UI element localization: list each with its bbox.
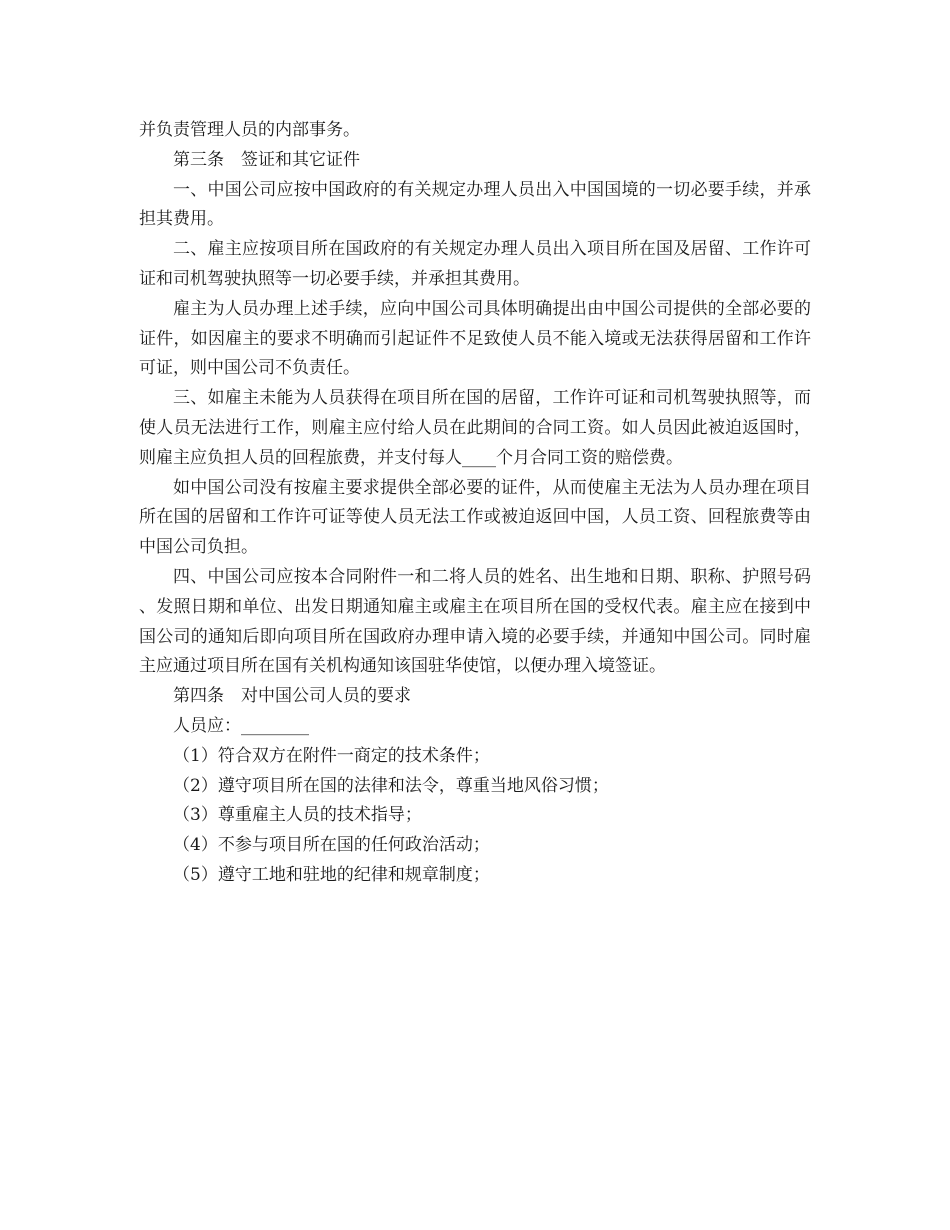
list-item-2: （2）遵守项目所在国的法律和法令，尊重当地风俗习惯； [173,775,609,796]
paragraph-8: 四、中国公司应按本合同附件一和二将人员的姓名、出生地和日期、职称、护照号码、发照日期和单位、出发日期通知雇主或雇主在项目所在国的受权代表。雇主应在接到中国公司的通知后即向项目所在国政府办理申请入境的必要手续，并通知中国公司。同时雇主应通过项目所在国有关机构通知该国驻华使馆，以便办理入境签证。 [139,566,811,677]
paragraph-5: 雇主为人员办理上述手续，应向中国公司具体明确提出由中国公司提供的全部必要的证件，如因雇主的要求不明确而引起证件不足致使人员不能入境或无法获得居留和工作许可证，则中国公司不负责任。 [139,298,811,379]
list-item-4: （4）不参与项目所在国的任何政治活动； [173,835,490,856]
paragraph-6: 三、如雇主未能为人员获得在项目所在国的居留，工作许可证和司机驾驶执照等，而使人员无法进行工作，则雇主应付给人员在此期间的合同工资。如人员因此被迫返国时，则雇主应负担人员的回程旅费，并支付每人____个月合同工资的赔偿费。 [139,388,811,468]
paragraph-3: 一、中国公司应按中国政府的有关规定办理人员出入中国国境的一切必要手续，并承担其费用。 [139,179,811,230]
article-4-heading: 第四条 对中国公司人员的要求 [173,686,411,707]
list-item-5: （5）遵守工地和驻地的纪律和规章制度； [173,864,490,885]
paragraph-7: 如中国公司没有按雇主要求提供全部必要的证件，从而使雇主无法为人员办理在项目所在国的居留和工作许可证等使人员无法工作或被迫返回中国，人员工资、回程旅费等由中国公司负担。 [139,477,811,558]
paragraph-4: 二、雇主应按项目所在国政府的有关规定办理人员出入项目所在国及居留、工作许可证和司机驾驶执照等一切必要手续，并承担其费用。 [139,239,811,289]
paragraph-10: 人员应：________ [173,715,309,736]
article-3-heading: 第三条 签证和其它证件 [173,149,360,170]
list-item-3: （3）尊重雇主人员的技术指导； [173,805,422,826]
list-item-1: （1）符合双方在附件一商定的技术条件； [173,745,490,766]
paragraph-1: 并负责管理人员的内部事务。 [139,120,360,140]
document-body [139,116,811,891]
